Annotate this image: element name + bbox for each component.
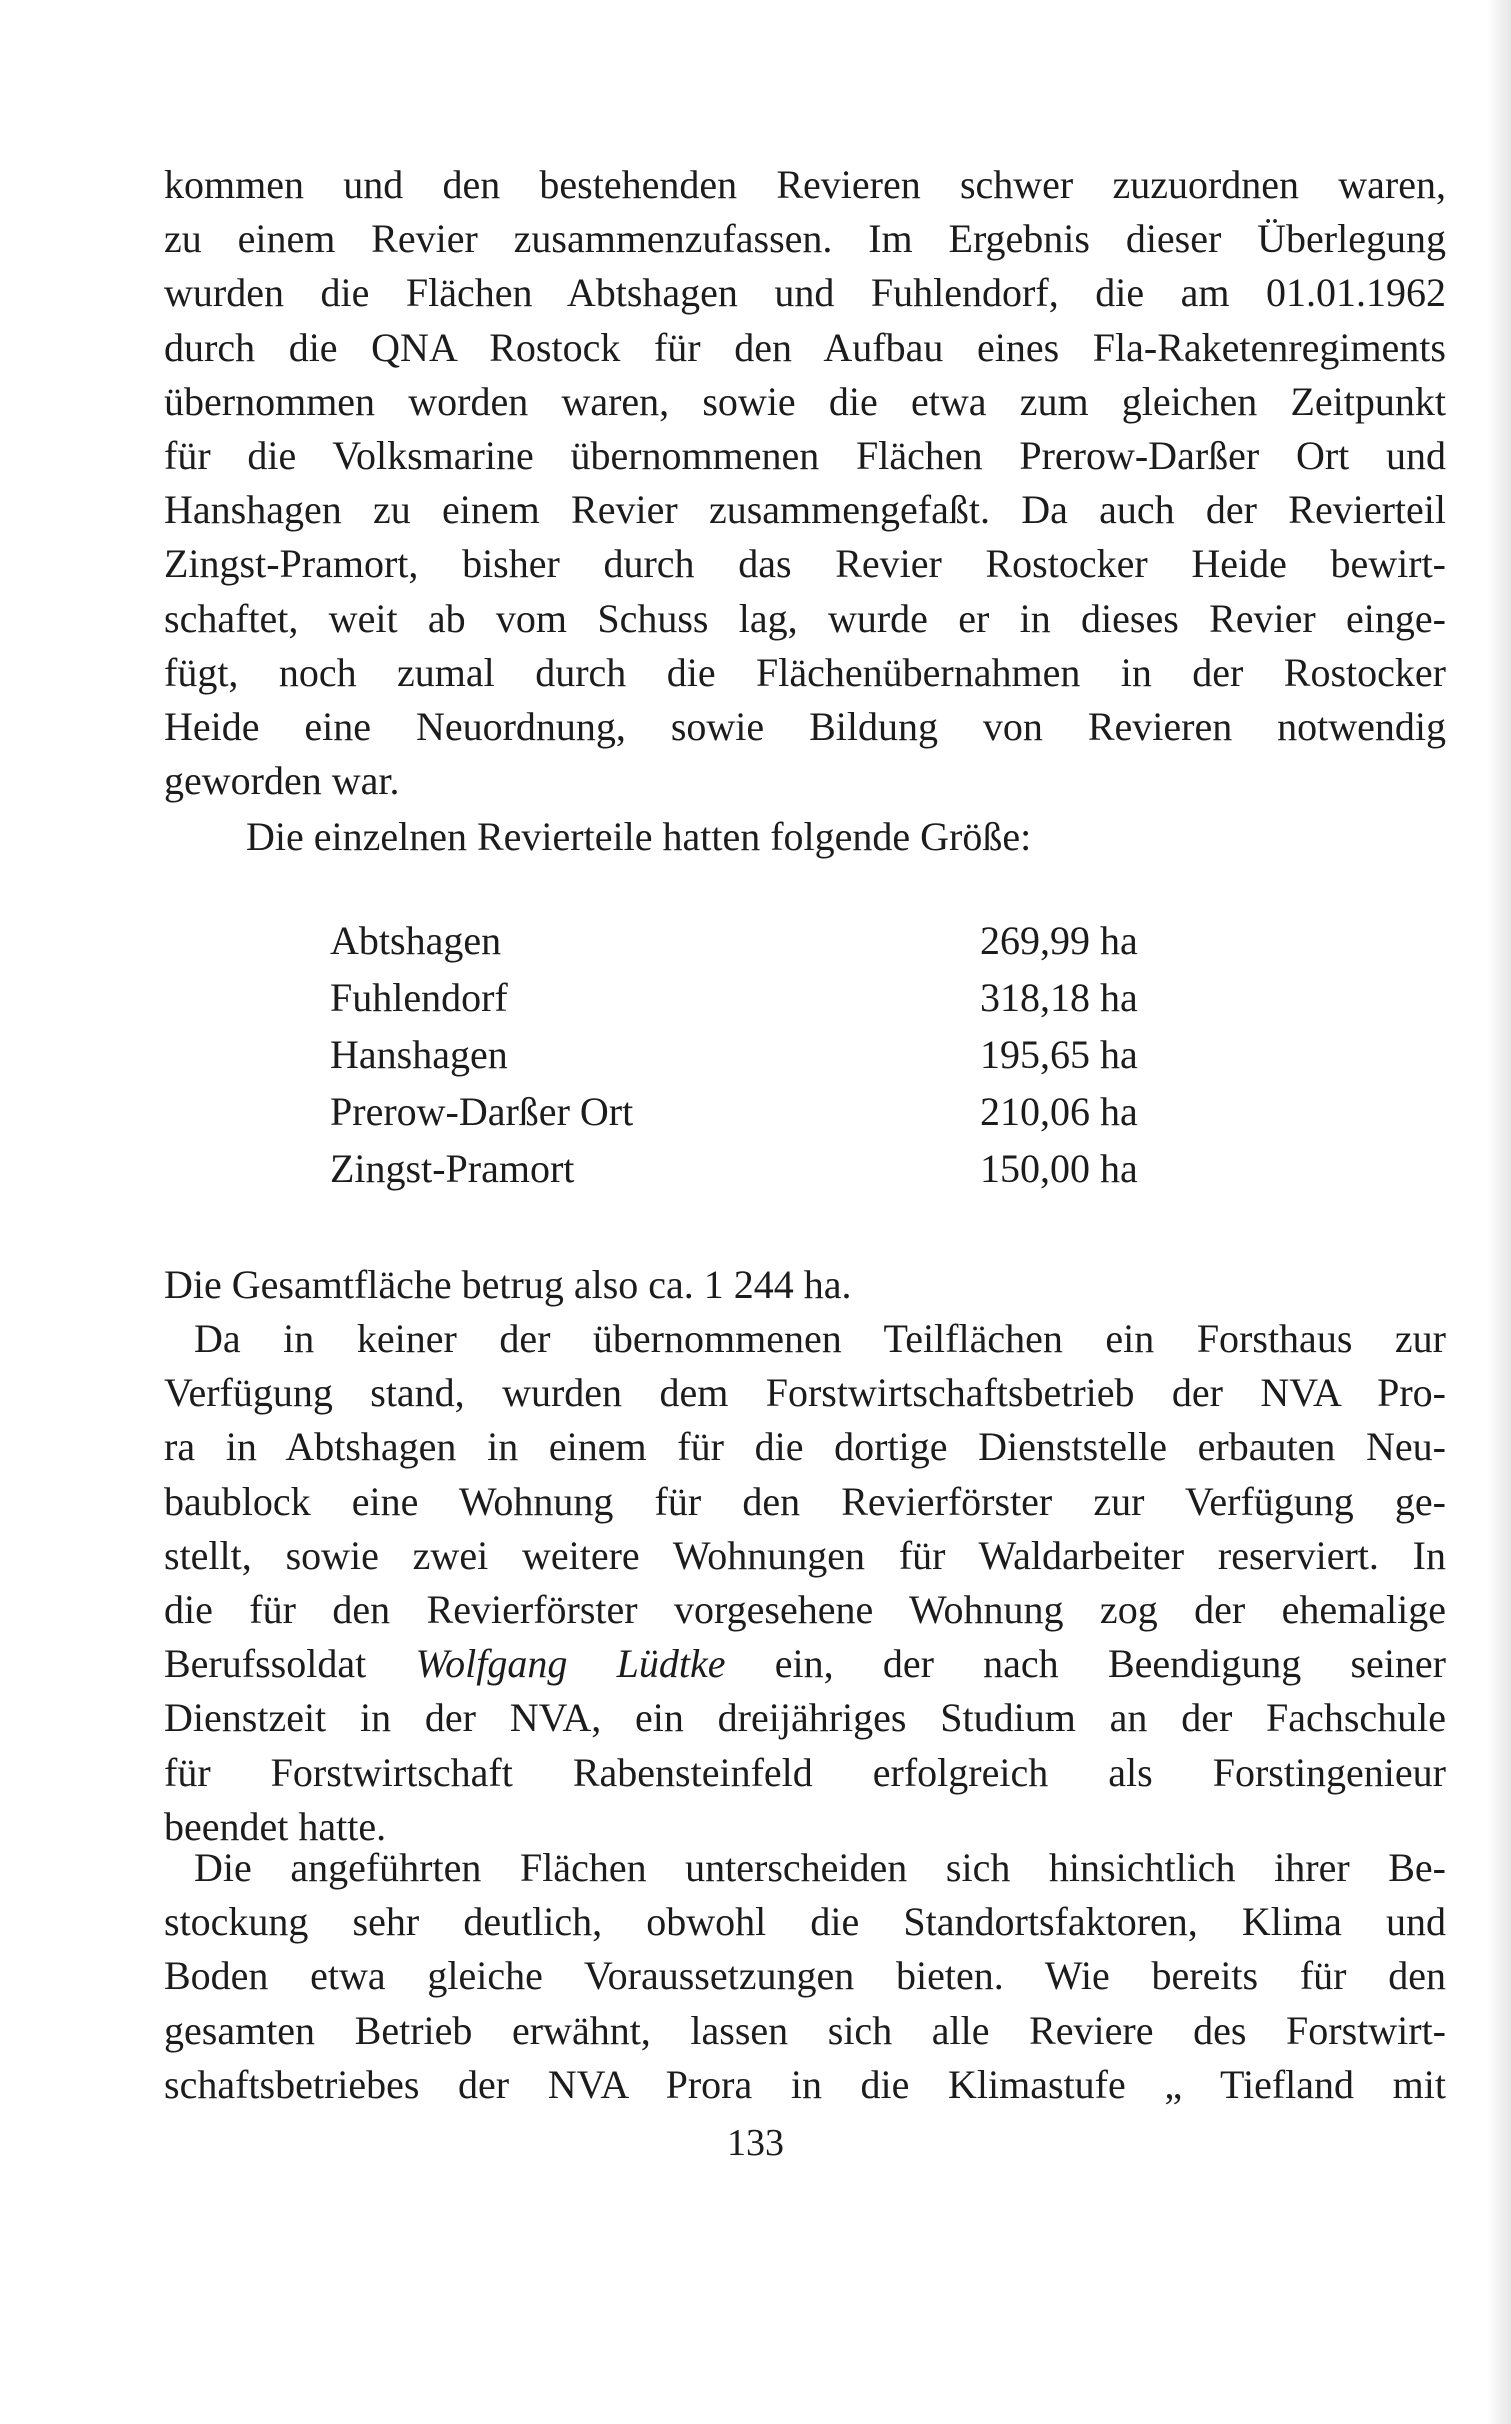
total-area-line: Die Gesamtfläche betrug also ca. 1 244 ha.	[164, 1262, 852, 1307]
text-line: Dienstzeit in der NVA, ein dreijähriges Studium an der Fachschule	[164, 1695, 1446, 1741]
area-name: Zingst-Pramort	[330, 1146, 575, 1191]
table-intro: Die einzelnen Revierteile hatten folgende Größe:	[246, 814, 1032, 859]
paragraph-1	[164, 158, 1446, 808]
text-line: Die angeführten Flächen unterscheiden sich hinsichtlich ihrer Be-	[194, 1845, 1446, 1890]
text-line: schaftet, weit ab vom Schuss lag, wurde er in dieses Revier einge-	[164, 595, 1446, 641]
area-value: 150,00 ha	[980, 1146, 1138, 1191]
area-row	[330, 1026, 1170, 1083]
paragraph-3	[164, 1841, 1446, 2112]
text-line: ra in Abtshagen in einem für die dortige Dienststelle erbauten Neu-	[164, 1424, 1446, 1470]
text-line: für die Volksmarine übernommenen Flächen Prerow-Darßer Ort und	[164, 432, 1446, 478]
area-name: Hanshagen	[330, 1032, 508, 1077]
text-line: die für den Revierförster vorgesehene Wohnung zog der ehemalige	[164, 1586, 1446, 1632]
text-line: baublock eine Wohnung für den Revierförster zur Verfügung ge-	[164, 1478, 1446, 1524]
text-line: Heide eine Neuordnung, sowie Bildung von Revieren notwendig	[164, 703, 1446, 749]
text-line: Zingst-Pramort, bisher durch das Revier Rostocker Heide bewirt-	[164, 541, 1446, 587]
area-row	[330, 1083, 1170, 1140]
area-value: 195,65 ha	[980, 1032, 1138, 1077]
paragraph-2	[164, 1312, 1446, 1854]
area-name: Abtshagen	[330, 918, 502, 963]
text-line: Boden etwa gleiche Voraussetzungen bieten. Wie bereits für den	[164, 1953, 1446, 1999]
text-line: Da in keiner der übernommenen Teilflächen ein Forsthaus zur	[194, 1316, 1446, 1361]
text-line: für Forstwirtschaft Rabensteinfeld erfolgreich als Forstingenieur	[164, 1749, 1446, 1795]
text-line: durch die QNA Rostock für den Aufbau eines Fla-Raketenregiments	[164, 324, 1446, 370]
text-line: kommen und den bestehenden Revieren schwer zuzuordnen waren,	[164, 162, 1446, 207]
line-prefix: Berufssoldat	[164, 1641, 367, 1687]
area-value: 269,99 ha	[980, 918, 1138, 963]
text-line: zu einem Revier zusammenzufassen. Im Ergebnis dieser Überlegung	[164, 216, 1446, 262]
text-line: übernommen worden waren, sowie die etwa zum gleichen Zeitpunkt	[164, 378, 1446, 424]
text-line: fügt, noch zumal durch die Flächenübernahmen in der Rostocker	[164, 649, 1446, 695]
area-row	[330, 1140, 1170, 1197]
text-line: geworden war.	[164, 758, 400, 804]
text-line: stockung sehr deutlich, obwohl die Standortsfaktoren, Klima und	[164, 1899, 1446, 1945]
text-line: stellt, sowie zwei weitere Wohnungen für Waldarbeiter reserviert. In	[164, 1532, 1446, 1578]
line-suffix: ein, der nach Beendigung seiner	[774, 1641, 1447, 1687]
text-line: wurden die Flächen Abtshagen und Fuhlendorf, die am 01.01.1962	[164, 270, 1446, 316]
area-table	[330, 912, 1170, 1197]
area-row	[330, 912, 1170, 969]
area-name: Fuhlendorf	[330, 975, 508, 1020]
text-line: gesamten Betrieb erwähnt, lassen sich alle Reviere des Forstwirt-	[164, 2007, 1446, 2053]
area-row	[330, 969, 1170, 1026]
area-value: 210,06 ha	[980, 1089, 1138, 1134]
person-name: Wolfgang Lüdtke	[415, 1641, 726, 1687]
page-number: 133	[727, 2122, 784, 2164]
text-line: beendet hatte.	[164, 1803, 387, 1849]
text-line	[164, 1637, 1446, 1691]
text-line: Hanshagen zu einem Revier zusammengefaßt. Da auch der Revierteil	[164, 487, 1446, 533]
area-value: 318,18 ha	[980, 975, 1138, 1020]
page-edge-shadow	[1487, 0, 1511, 2424]
text-line: schaftsbetriebes der NVA Prora in die Klimastufe „ Tiefland mit	[164, 2061, 1446, 2107]
text-line: Verfügung stand, wurden dem Forstwirtschaftsbetrieb der NVA Pro-	[164, 1370, 1446, 1416]
area-name: Prerow-Darßer Ort	[330, 1089, 634, 1134]
